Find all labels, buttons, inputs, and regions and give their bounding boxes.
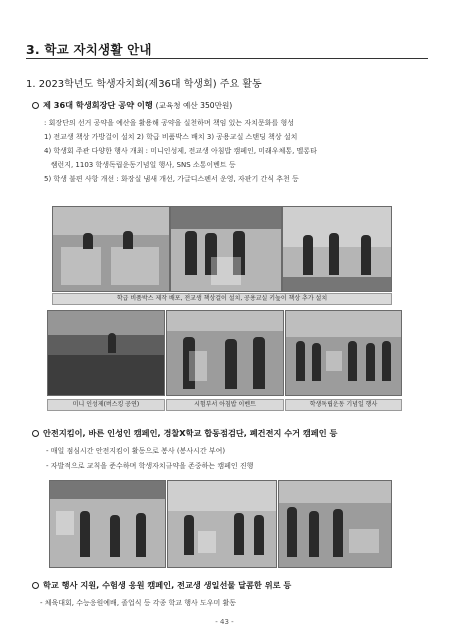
circle-bullet-icon [32, 102, 39, 109]
main-heading: 1. 2023학년도 학생자치회(제36대 학생회) 주요 활동 [26, 79, 262, 90]
photo-standing-desks [282, 206, 392, 292]
block3-line-0: - 체육대회, 수능응원예배, 졸업식 등 각종 학교 행사 도우미 활동 [40, 599, 237, 607]
block2-title-text: 안전지킴이, 바른 인성인 캠페인, 경찰X학교 합동점검단, 폐건전지 수거 캠페인 등 [43, 428, 338, 438]
circle-bullet-icon [32, 582, 39, 589]
circle-bullet-icon [32, 430, 39, 437]
photo-busking [47, 310, 165, 396]
photo-independence-day [285, 310, 402, 396]
photo-safety-campaign-3 [278, 480, 392, 568]
block2-line-0: - 매일 점심시간 안전지킴이 활동으로 봉사 (봉사시간 부여) [46, 447, 226, 455]
page-number: - 43 - [215, 618, 234, 626]
block1-title [32, 100, 232, 111]
block1-title-text: 제 36대 학생회장단 공약 이행 [43, 100, 153, 110]
caption-breakfast: 시험부서 아침밥 이벤트 [166, 399, 284, 411]
block1-line-3: 쌤런지, 1103 학생독립운동기념일 행사, SNS 소통이벤트 등 [44, 161, 236, 169]
block1-line-2: 4) 학생회 주관 다양한 행사 개최 : 미니인성제, 전교생 아침밥 캠페인, 미래우체통, 멜롱타 [44, 147, 317, 155]
section-divider [26, 58, 428, 59]
block3-title [32, 580, 291, 591]
block1-line-4: 5) 학생 불편 사항 개선 : 화장실 냄새 개선, 가글디스펜서 운영, 자판기 간식 추천 등 [44, 175, 299, 183]
caption-independence: 학생독립운동 기념일 행사 [285, 399, 402, 411]
caption-row1: 학급 비품박스 제작 배포, 전교생 책상걸이 설치, 공용교실 키높이 책상 추가 설치 [52, 293, 392, 305]
section-title: 3. 학교 자치생활 안내 [26, 42, 152, 57]
photo-supply-boxes [52, 206, 170, 292]
photo-safety-campaign-1 [49, 480, 166, 568]
block1-budget: (교육청 예산 350만원) [155, 101, 233, 110]
block2-title [32, 428, 337, 439]
photo-safety-campaign-2 [167, 480, 277, 568]
block3-title-text: 학교 행사 지원, 수험생 응원 캠페인, 전교생 생일선물 달콤한 위로 등 [43, 580, 292, 590]
photo-desk-hooks [170, 206, 282, 292]
block1-line-1: 1) 전교생 책상 가방걸이 설치 2) 학급 비품박스 배치 3) 공용교실 스탠딩 책상 설치 [44, 133, 298, 141]
block2-line-1: - 자발적으로 교칙을 준수하며 학생자치규약을 존중하는 캠페인 진행 [46, 462, 254, 470]
photo-breakfast-event [166, 310, 284, 396]
block1-line-0: : 회장단의 선거 공약을 예산을 활용해 공약을 실천하며 책임 있는 자치문화를 형성 [44, 119, 294, 127]
caption-busking: 미니 인성제(버스킹 공연) [47, 399, 165, 411]
